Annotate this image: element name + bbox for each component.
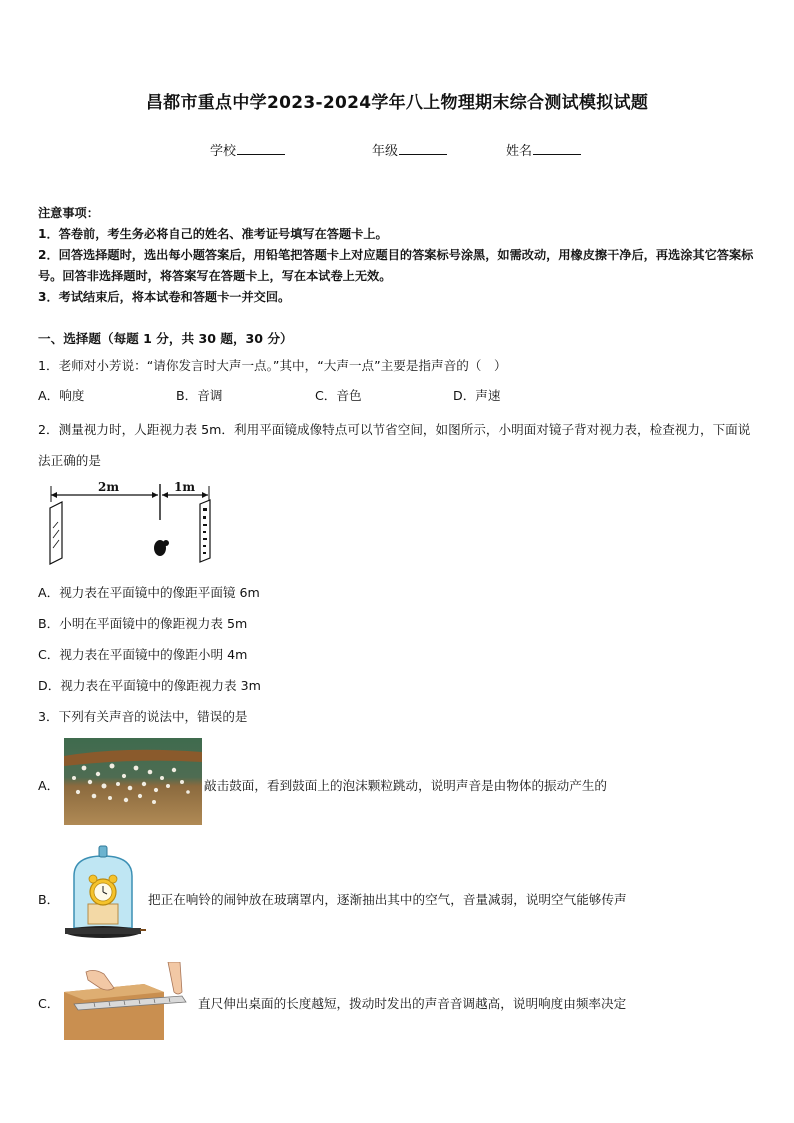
section-heading: 一、选择题（每题 1 分，共 30 题，30 分） (38, 331, 293, 346)
q3-option-a-letter[interactable]: A． (38, 778, 60, 793)
name-field (506, 140, 581, 159)
q3-option-a-text: 敲击鼓面，看到鼓面上的泡沫颗粒跳动，说明声音是由物体的振动产生的 (204, 778, 607, 793)
page-title: 昌都市重点中学2023-2024学年八上物理期末综合测试模拟试题 (145, 93, 649, 113)
notice-item: 3．考试结束后，将本试卷和答题卡一并交回。 (38, 290, 291, 304)
notice-section (38, 203, 760, 308)
grade-label: 年级 (372, 144, 399, 159)
name-label: 姓名 (506, 144, 533, 159)
grade-field (372, 140, 447, 159)
q1-option-c[interactable]: C．音色 (315, 388, 362, 403)
q3-option-b-text: 把正在响铃的闹钟放在玻璃罩内，逐渐抽出其中的空气，音量减弱，说明空气能够传声 (148, 892, 627, 907)
school-label: 学校 (210, 144, 237, 159)
ruler-table-photo (64, 962, 196, 1040)
mirror-diagram (38, 476, 220, 568)
q3-option-c-text: 直尺伸出桌面的长度越短，拨动时发出的声音音调越高，说明响度由频率决定 (198, 996, 627, 1011)
mirror-icon (50, 502, 62, 564)
grade-blank[interactable] (399, 141, 447, 155)
q3-option-c-letter[interactable]: C． (38, 996, 60, 1011)
q1-option-d[interactable]: D．声速 (453, 388, 501, 403)
q2-option-b[interactable]: B．小明在平面镜中的像距视力表 5m (38, 616, 248, 631)
question-1-stem: 1．老师对小芳说：“请你发言时大声一点。”其中，“大声一点”主要是指声音的（ ） (38, 358, 507, 373)
q2-option-d[interactable]: D．视力表在平面镜中的像距视力表 3m (38, 678, 261, 693)
question-3-stem: 3．下列有关声音的说法中，错误的是 (38, 709, 248, 724)
name-blank[interactable] (533, 141, 581, 155)
notice-item: 2．回答选择题时，选出每小题答案后，用铅笔把答题卡上对应题目的答案标号涂黑，如需改动，用橡皮擦干净后，再选涂其它答案标号。回答非选择题时，将答案写在答题卡上，写在本试卷上无效。 (38, 248, 754, 283)
distance-label-right: 1m (174, 480, 196, 494)
notice-heading: 注意事项： (38, 206, 99, 220)
eye-chart-icon (200, 500, 210, 562)
q3-option-b-letter[interactable]: B． (38, 892, 60, 907)
notice-item: 1．答卷前，考生务必将自己的姓名、准考证号填写在答题卡上。 (38, 227, 388, 241)
q1-option-a[interactable]: A．响度 (38, 388, 85, 403)
school-field (210, 140, 285, 159)
bell-jar-photo (60, 844, 146, 944)
q2-option-a[interactable]: A．视力表在平面镜中的像距平面镜 6m (38, 585, 260, 600)
drum-foam-photo (64, 738, 202, 825)
question-2-stem: 2．测量视力时，人距视力表 5m．利用平面镜成像特点可以节省空间，如图所示，小明面对镜子背对视力表，检查视力，下面说法正确的是 (38, 422, 751, 468)
school-blank[interactable] (237, 141, 285, 155)
distance-label-left: 2m (98, 480, 120, 494)
q2-option-c[interactable]: C．视力表在平面镜中的像距小明 4m (38, 647, 248, 662)
q1-option-b[interactable]: B．音调 (176, 388, 223, 403)
